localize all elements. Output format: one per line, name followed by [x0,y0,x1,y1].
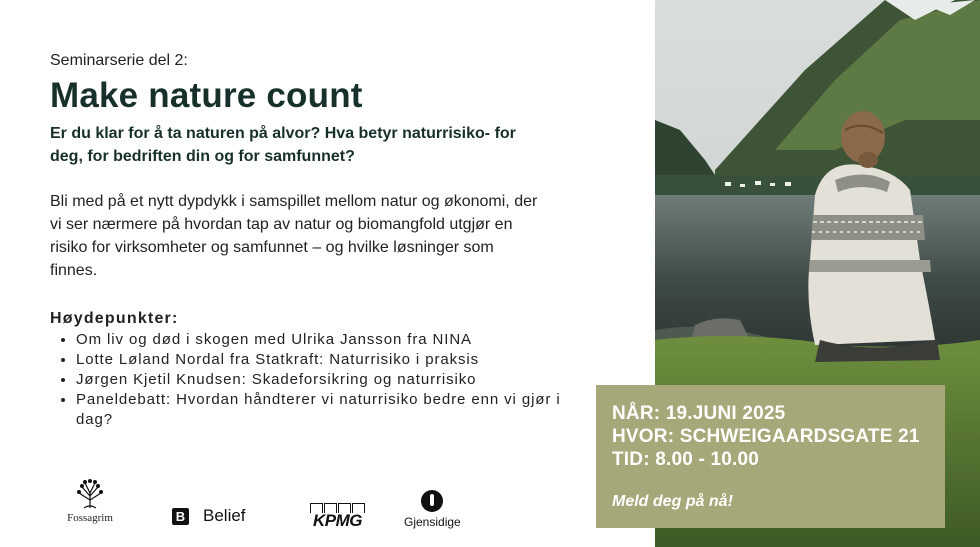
signup-link[interactable]: Meld deg på nå! [612,493,733,510]
highlights-title: Høydepunkter: [50,310,179,327]
belief-b-icon: B [172,508,189,525]
body-text: Bli med på et nytt dypdykk i samspillet mellom natur og økonomi, der vi ser nærmere på hvordan tap av natur og biomangfold utgjør en risiko for virksomheter og samfunnet – og hvilke løsninger som finnes. [50,193,538,279]
page-kicker: Seminarserie del 2: [50,52,188,69]
kpmg-logo [310,503,365,531]
kpmg-label: KPMG [313,511,362,530]
highlights-list [50,330,596,430]
tree-icon [73,478,107,510]
fossagrim-logo [60,478,120,524]
belief-label: Belief [203,506,246,525]
lead-text: Er du klar for å ta naturen på alvor? Hva betyr naturrisiko- for deg, for bedriften din og for samfunnet? [50,125,516,165]
gjensidige-logo [404,490,461,529]
event-card [596,385,945,528]
gjensidige-emblem-icon [421,490,443,512]
highlight-item: • Lotte Løland Nordal fra Statkraft: Naturrisiko i praksis [76,350,596,370]
belief-logo [172,506,246,526]
highlight-item: • Jørgen Kjetil Knudsen: Skadeforsikring og naturrisiko [76,370,596,390]
partner-logos [50,478,490,534]
event-when: NÅR: 19.JUNI 2025 [612,403,786,424]
highlight-item: • Paneldebatt: Hvordan håndterer vi naturrisiko bedre enn vi gjør i dag? [76,390,596,430]
page-title: Make nature count [50,76,363,115]
gjensidige-label: Gjensidige [404,515,461,529]
event-time: TID: 8.00 - 10.00 [612,449,760,470]
fossagrim-label: Fossagrim [67,512,113,524]
highlight-item: • Om liv og død i skogen med Ulrika Jansson fra NINA [76,330,596,350]
event-where: HVOR: SCHWEIGAARDSGATE 21 [612,426,920,447]
